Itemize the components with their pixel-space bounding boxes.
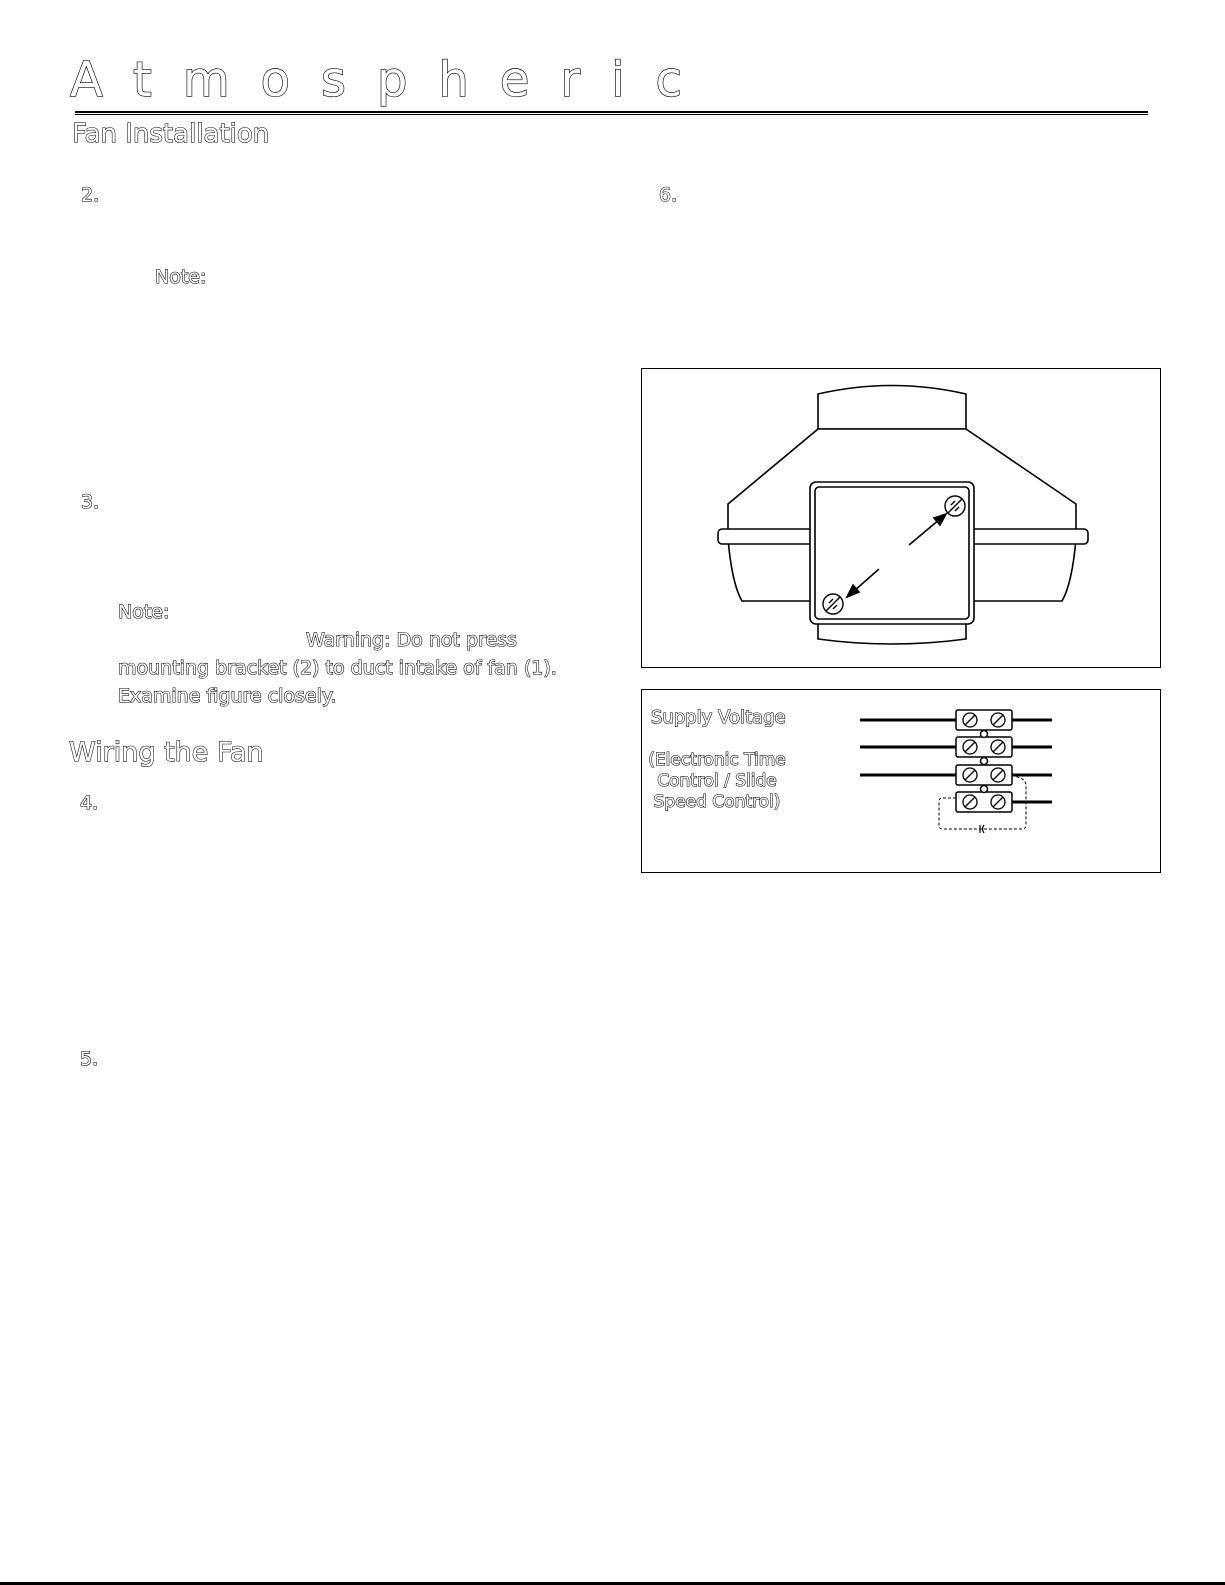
warning-paragraph: [118, 626, 578, 710]
step-number-6: 6.: [659, 184, 678, 206]
supply-voltage-label: Supply Voltage: [651, 707, 786, 728]
capacitor-icon: [980, 825, 984, 833]
wiring-title: Wiring the Fan: [69, 737, 264, 768]
warning-text: Examine figure closely.: [118, 685, 337, 707]
step-number-3: 3.: [81, 491, 100, 513]
fan-figure: [641, 368, 1161, 668]
warning-label: Warning: Do not press: [306, 629, 517, 651]
header-rule: [75, 111, 1148, 113]
header-rule-thin: [75, 114, 1148, 115]
warning-text: mounting bracket (2) to duct intake of fan (1).: [118, 657, 557, 679]
note-label: Note:: [118, 601, 170, 623]
terminal-block-diagram: [642, 690, 1162, 874]
duct-intake: [818, 386, 966, 430]
section-title: Fan Installation: [72, 119, 270, 149]
step-number-5: 5.: [80, 1048, 99, 1070]
fan-drawing: [642, 369, 1162, 669]
step-number-2: 2.: [81, 184, 100, 206]
brand-title: Atmospheric: [70, 52, 713, 108]
note-label: Note:: [155, 266, 207, 288]
control-label: (Electronic Time Control / Slide Speed Control): [648, 750, 786, 812]
step-number-4: 4.: [80, 792, 99, 814]
wiring-figure: [641, 689, 1161, 873]
